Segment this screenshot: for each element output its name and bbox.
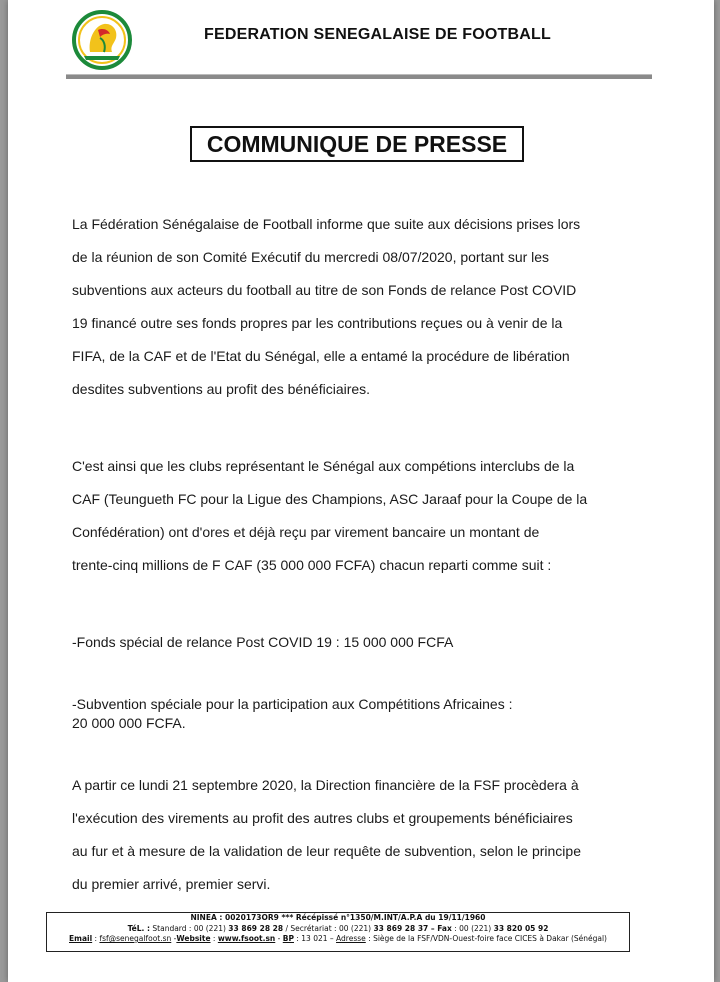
text-line: du premier arrivé, premier servi. [72, 876, 271, 892]
fsf-lion-logo-icon [70, 10, 134, 70]
text-line: trente-cinq millions de F CAF (35 000 000 FCFA) chacun reparti comme suit : [72, 557, 552, 573]
press-release-title: COMMUNIQUE DE PRESSE [190, 126, 524, 162]
website-label: Website [176, 934, 211, 943]
fax-prefix: : 00 (221) [451, 923, 494, 933]
email-link[interactable]: fsf@senegalfoot.sn [99, 934, 172, 943]
text-line: desdites subventions au profit des bénéficiaires. [72, 381, 371, 397]
text-line: 19 financé outre ses fonds propres par les contributions reçues ou à venir de la [72, 315, 563, 331]
footer-phones [47, 924, 629, 935]
tel-standard-label: Standard : 00 (221) [150, 923, 229, 933]
list-item-subvention: -Subvention spéciale pour la participation aux Compétitions Africaines : [72, 696, 513, 712]
fax-label: Fax [437, 923, 452, 933]
tel-secretariat-label: / Secrétariat : 00 (221) [283, 923, 374, 933]
organization-title: FEDERATION SENEGALAISE DE FOOTBALL [204, 26, 551, 43]
tel-secretariat: 33 869 28 37 [373, 923, 429, 933]
text-line: CAF (Teungueth FC pour la Ligue des Champions, ASC Jaraaf pour la Coupe de la [72, 491, 588, 507]
paragraph-intro [72, 208, 652, 406]
text-line: FIFA, de la CAF et de l'Etat du Sénégal, elle a entamé la procédure de libération [72, 348, 570, 364]
text-line: l'exécution des virements au profit des autres clubs et groupements bénéficiaires [72, 810, 573, 826]
contact-footer [46, 912, 630, 952]
text-line: A partir ce lundi 21 septembre 2020, la Direction financière de la FSF procèdera à [72, 777, 579, 793]
email-label: Email [69, 934, 93, 943]
address-value: : Siège de la FSF/VDN-Ouest-foire face CICES à Dakar (Sénégal) [365, 934, 607, 943]
text-line: au fur et à mesure de la validation de leur requête de subvention, selon le principe [72, 843, 581, 859]
text-line: Confédération) ont d'ores et déjà reçu par virement bancaire un montant de [72, 524, 540, 540]
header-divider [66, 74, 652, 79]
text-line: C'est ainsi que les clubs représentant le Sénégal aux compétions interclubs de la [72, 458, 575, 474]
address-label: Adresse [336, 934, 366, 943]
bp-label: BP [282, 934, 294, 943]
text-line: La Fédération Sénégalaise de Football informe que suite aux décisions prises lors [72, 216, 581, 232]
tel-standard: 33 869 28 28 [228, 923, 284, 933]
text-line: de la réunion de son Comité Exécutif du mercredi 08/07/2020, portant sur les [72, 249, 550, 265]
bp-value: : 13 021 – [293, 934, 337, 943]
paragraph-clubs [72, 450, 652, 582]
text-line: subventions aux acteurs du football au titre de son Fonds de relance Post COVID [72, 282, 577, 298]
document-page [8, 0, 714, 982]
fax-number: 33 820 05 92 [493, 923, 549, 933]
paragraph-disbursement [72, 769, 652, 901]
fax-separator: – [428, 923, 438, 933]
footer-contacts: Email : fsf@senegalfoot.sn -Website : www.fsoot.sn - BP : 13 021 – Adresse : Siège de la FSF/VDN-Ouest-foire face CICES à Dakar (Sénégal) [69, 934, 607, 943]
website-link[interactable]: www.fsoot.sn [217, 934, 276, 943]
list-item-fonds: -Fonds spécial de relance Post COVID 19 : 15 000 000 FCFA [72, 634, 454, 650]
footer-registration: NINEA : 0020173OR9 *** Récépissé n°1350/M.INT/A.P.A du 19/11/1960 [190, 913, 486, 922]
tel-label: TéL. : [127, 923, 151, 933]
list-item-subvention-amount: 20 000 000 FCFA. [72, 715, 186, 731]
